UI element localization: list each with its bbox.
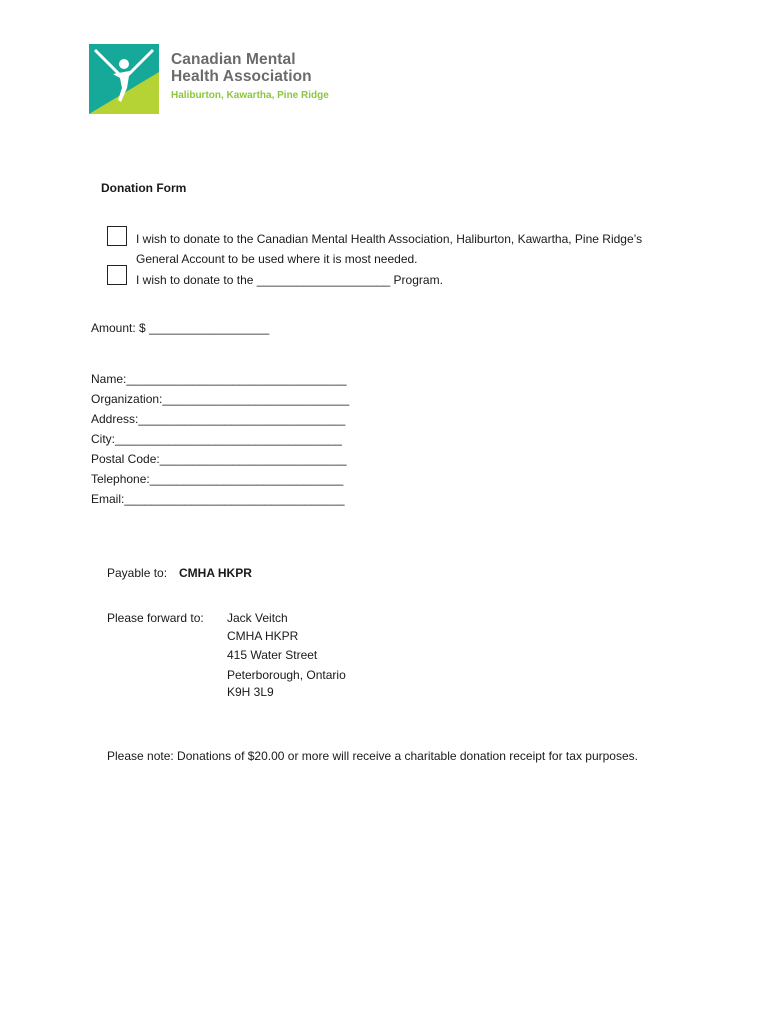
payable-to-value: CMHA HKPR xyxy=(179,566,252,580)
program-checkbox[interactable] xyxy=(107,265,127,285)
cmha-logo-mark xyxy=(89,44,159,114)
postal-code-field[interactable]: Postal Code:____________________________ xyxy=(91,452,347,466)
address-line: K9H 3L9 xyxy=(227,685,274,699)
address-field[interactable]: Address:_______________________________ xyxy=(91,412,346,426)
org-name-line2: Health Association xyxy=(171,68,312,85)
address-line: CMHA HKPR xyxy=(227,629,299,643)
option1-text-line1: I wish to donate to the Canadian Mental Health Association, Haliburton, Kawartha, Pine Ridge’s xyxy=(136,232,643,246)
donation-receipt-note: Please note: Donations of $20.00 or more will receive a charitable donation receipt for tax purposes. xyxy=(107,749,638,763)
org-name-line1: Canadian Mental xyxy=(171,51,296,68)
telephone-field[interactable]: Telephone:_____________________________ xyxy=(91,472,344,486)
payable-to-label: Payable to: xyxy=(107,566,168,580)
option1-text-line2: General Account to be used where it is most needed. xyxy=(136,252,418,266)
form-title: Donation Form xyxy=(101,181,187,195)
address-line: Peterborough, Ontario xyxy=(227,668,346,682)
organization-name xyxy=(171,51,312,85)
option2-text[interactable]: I wish to donate to the ____________________ Program. xyxy=(136,273,443,287)
city-field[interactable]: City:__________________________________ xyxy=(91,432,342,446)
name-field[interactable]: Name:_________________________________ xyxy=(91,372,347,386)
organization-field[interactable]: Organization:____________________________ xyxy=(91,392,350,406)
email-field[interactable]: Email:_________________________________ xyxy=(91,492,345,506)
organization-region: Haliburton, Kawartha, Pine Ridge xyxy=(171,90,329,101)
general-account-checkbox[interactable] xyxy=(107,226,127,246)
address-line: 415 Water Street xyxy=(227,648,318,662)
address-line: Jack Veitch xyxy=(227,611,288,625)
amount-field[interactable]: Amount: $ __________________ xyxy=(91,321,270,335)
forward-to-label: Please forward to: xyxy=(107,611,204,625)
